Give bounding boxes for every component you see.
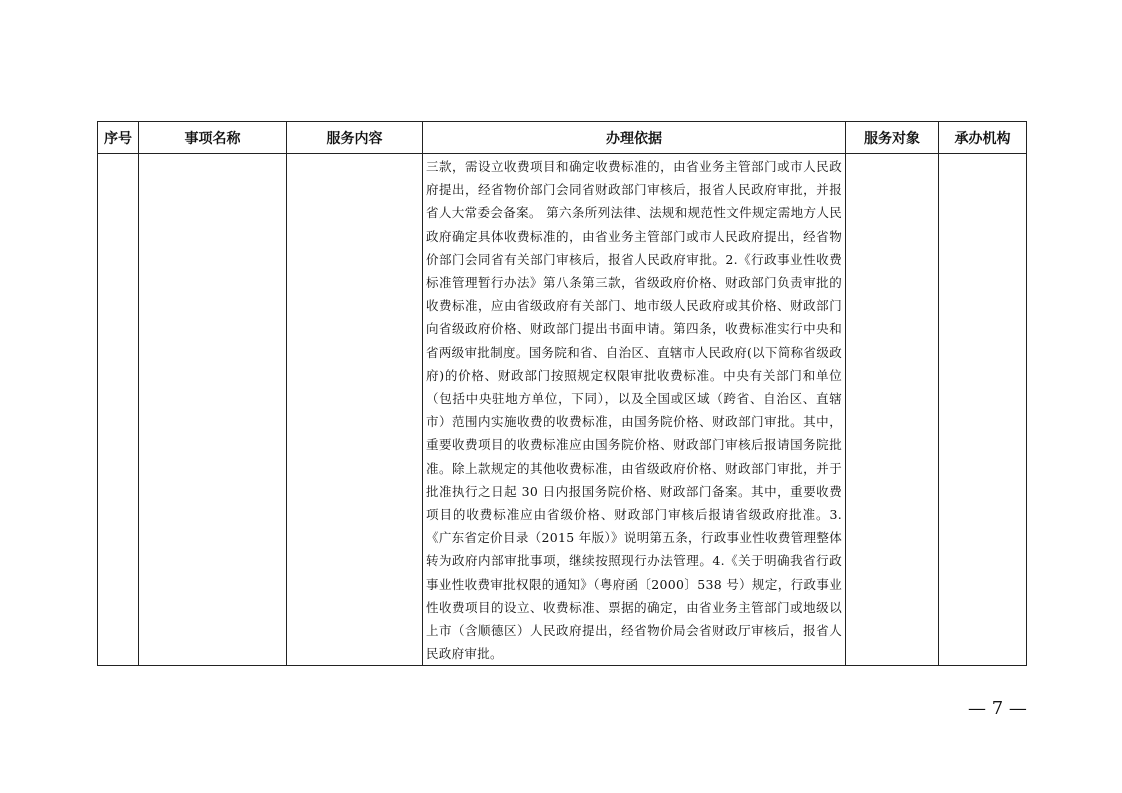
header-service-content: 服务内容 (287, 122, 423, 154)
basis-text: 三款，需设立收费项目和确定收费标准的，由省业务主管部门或市人民政府提出，经省物价部门会同省财政部门审核后，报省人民政府审批，并报省人大常委会备案。 第六条所列法律、法规和规范性文件规定需地方人民政府确定具体收费标准的，由省业务主管部门或市人民政府提出，经省物价部门会同省有关部门审核后，报省人民政府审批。2.《行政事业性收费标准管理暂行办法》第八条第三款，省级政府价格、财政部门负责审批的收费标准，应由省级政府有关部门、地市级人民政府或其价格、财政部门向省级政府价格、财政部门提出书面申请。第四条，收费标准实行中央和省两级审批制度。国务院和省、自治区、直辖市人民政府(以下简称省级政府)的价格、财政部门按照规定权限审批收费标准。中央有关部门和单位（包括中央驻地方单位，下同），以及全国或区域（跨省、自治区、直辖市）范围内实施收费的收费标准，由国务院价格、财政部门审批。其中，重要收费项目的收费标准应由国务院价格、财政部门审核后报请国务院批准。除上款规定的其他收费标准，由省级政府价格、财政部门审批，并于批准执行之日起 30 日内报国务院价格、财政部门备案。其中，重要收费项目的收费标准应由省级价格、财政部门审核后报请省级政府批准。3.《广东省定价目录（2015 年版）》说明第五条，行政事业性收费管理整体转为政府内部审批事项，继续按照现行办法管理。4.《关于明确我省行政事业性收费审批权限的通知》（粤府函〔2000〕538 号）规定，行政事业性收费项目的设立、收费标准、票据的确定，由省业务主管部门或地级以上市（含顺德区）人民政府提出，经省物价局会省财政厅审核后，报省人民政府审批。 (426, 159, 842, 662)
service-items-table (97, 121, 1027, 666)
table-row (98, 154, 1027, 666)
header-handling-agency: 承办机构 (939, 122, 1027, 154)
table-header-row (98, 122, 1027, 154)
cell-basis (423, 154, 846, 666)
header-service-target: 服务对象 (846, 122, 939, 154)
header-index: 序号 (98, 122, 139, 154)
cell-service-content (287, 154, 423, 666)
page-number: — 7 — (968, 698, 1027, 719)
cell-item-name (139, 154, 287, 666)
cell-service-target (846, 154, 939, 666)
cell-handling-agency (939, 154, 1027, 666)
cell-index (98, 154, 139, 666)
header-item-name: 事项名称 (139, 122, 287, 154)
header-basis: 办理依据 (423, 122, 846, 154)
